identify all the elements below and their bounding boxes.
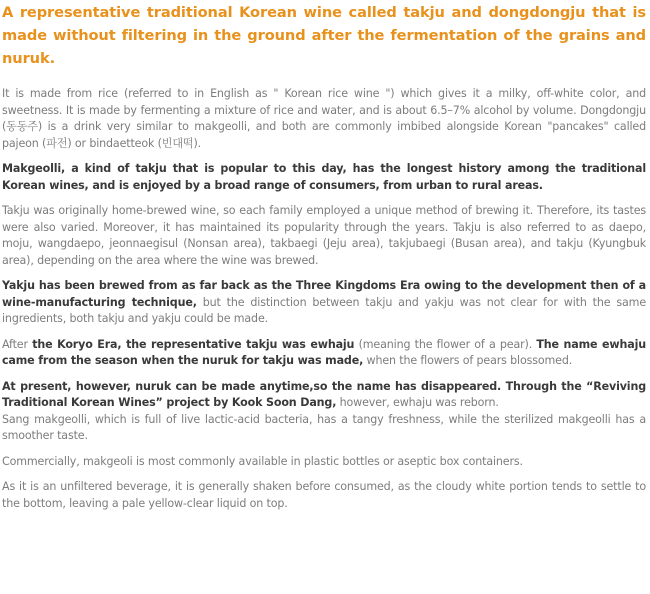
paragraph-yakju: [2, 278, 646, 328]
paragraph-present: [2, 379, 646, 445]
koryo-text-a: After: [2, 337, 33, 351]
koryo-text-c: (meaning the flower of a pear).: [354, 337, 537, 351]
sang-makgeolli-text: Sang makgeolli, which is full of live lactic-acid bacteria, has a tangy freshness, while the sterilized makgeolli has a smoother taste.: [2, 412, 646, 442]
paragraph-takju-origins: Takju was originally home-brewed wine, so each family employed a unique method of brewing it. Therefore, its tastes were also varied. Moreover, it has maintained its popularity through the years. Takju is also referred to as daepo, moju, wangdaepo, jeonnaegisul (Nonsan area), takbaegi (Jeju area), takjubaegi (Busan area), and takju (Kyungbuk area), depending on the area where the wine was brewed.: [2, 204, 646, 267]
paragraph-unfiltered: As it is an unfiltered beverage, it is generally shaken before consumed, as the cloudy white portion tends to settle to the bottom, leaving a pale yellow-clear liquid on top.: [2, 480, 646, 510]
yakju-text: but the distinction between takju and yakju was not clear for with the same ingredients, both takju and yakju could be made.: [2, 295, 646, 325]
present-text: however, ewhaju was reborn.: [336, 396, 499, 409]
paragraph-description: It is made from rice (referred to in English as " Korean rice wine ") which gives it a milky, off-white color, and sweetness. It is made by fermenting a mixture of rice and water, and is about 6.5–7% alcohol by volume. Dongdongju (동동주) is a drink very similar to makgeolli, and both are commonly imbibed alongside Korean "pancakes" called pajeon (파전) or bindaetteok (빈대떡).: [2, 87, 646, 150]
koryo-text-e: when the flowers of pears blossomed.: [363, 354, 573, 367]
koryo-bold-b: the Koryo Era, the representative takju was ewhaju: [32, 337, 355, 351]
yakju-bold-text: Yakju has been brewed from as far back as the Three Kingdoms Era owing to the development then of a wine-manufacturing technique,: [2, 279, 646, 309]
article-title: A representative traditional Korean wine called takju and dongdongju that is made without filtering in the ground after the fermentation of the grains and nuruk.: [2, 4, 646, 67]
present-bold-text: At present, however, nuruk can be made anytime,so the name has disappeared. Through the “Reviving Traditional Korean Wines” project by Kook Soon Dang,: [2, 379, 646, 409]
koryo-bold-d: The name ewhaju came from the season when the nuruk for takju was made,: [2, 337, 646, 367]
paragraph-makgeolli-history: Makgeolli, a kind of takju that is popular to this day, has the longest history among the traditional Korean wines, and is enjoyed by a broad range of consumers, from urban to rural areas.: [2, 162, 646, 192]
paragraph-commercial: Commercially, makgeoli is most commonly available in plastic bottles or aseptic box containers.: [2, 454, 523, 468]
paragraph-koryo-era: [2, 337, 646, 370]
